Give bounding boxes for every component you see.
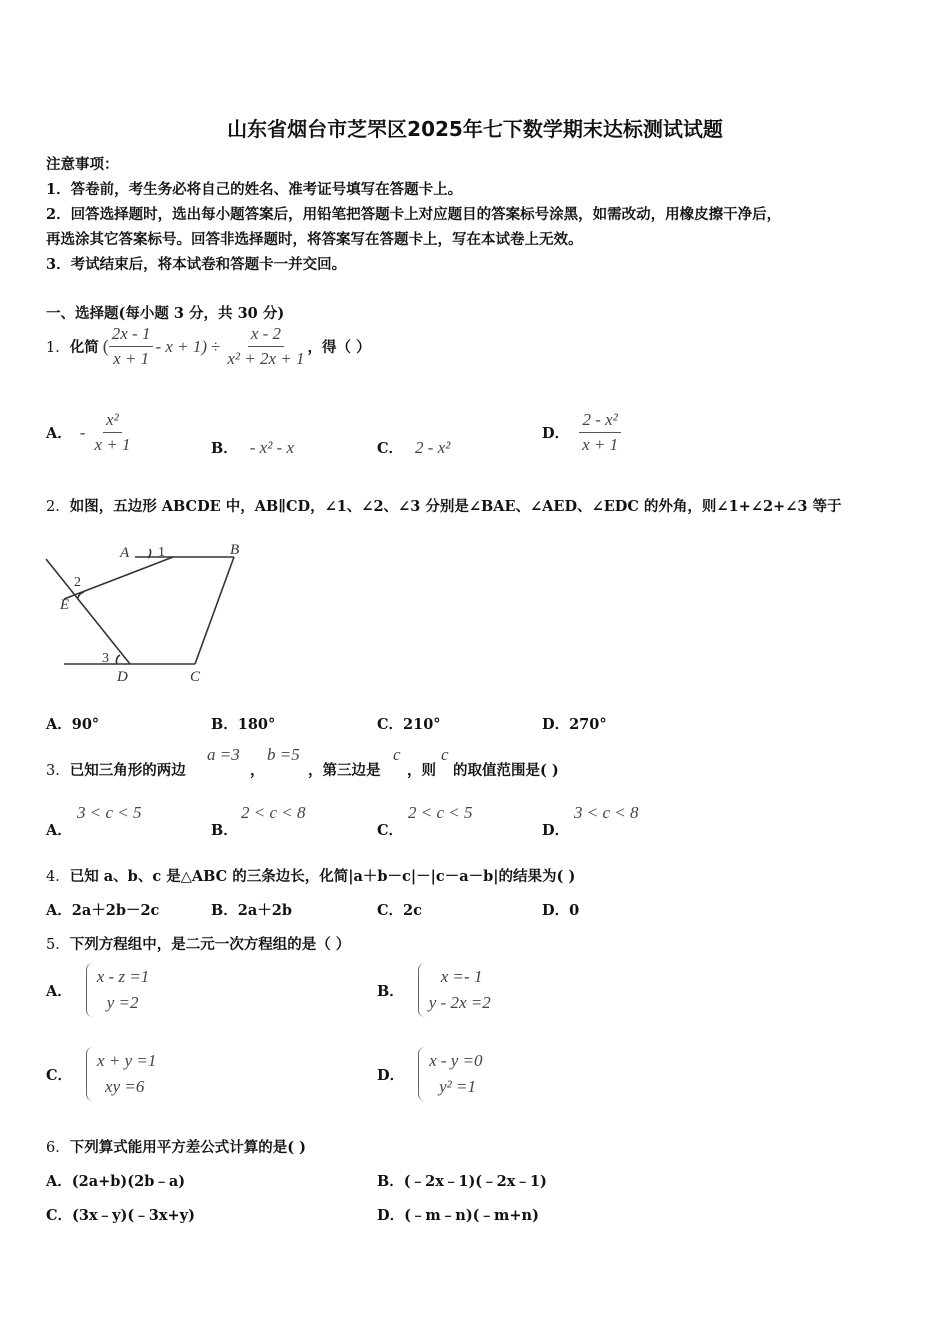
brace-icon	[418, 1047, 425, 1101]
label-angle-3: 3	[102, 651, 109, 666]
q6-option-d[interactable]: D．(﹣m﹣n)(﹣m+n)	[377, 1207, 539, 1224]
q1-option-a-sign: -	[79, 422, 86, 442]
question-1	[46, 324, 371, 369]
q3-option-b-value: 2 < c < 8	[241, 803, 306, 822]
label-a: A	[120, 545, 130, 561]
q1-option-b[interactable]	[211, 437, 294, 458]
q5-b-eq2: y - 2x =2	[428, 993, 491, 1012]
q1-f2-num: x - 2	[248, 324, 284, 347]
section-heading: 一、选择题(每小题 3 分，共 30 分)	[46, 305, 285, 322]
q3-option-c-value: 2 < c < 5	[408, 803, 473, 822]
q5-option-a[interactable]	[46, 963, 149, 1017]
q5-number: 5．	[46, 937, 70, 953]
q5-a-eq2: y =2	[106, 993, 139, 1012]
q1-option-c-value: 2 - x²	[415, 437, 451, 457]
notice-line-1: 1．答卷前，考生务必将自己的姓名、准考证号填写在答题卡上。	[46, 181, 463, 198]
q1-f1-den: x + 1	[113, 349, 150, 368]
q6-option-a[interactable]: A．(2a+b)(2b﹣a)	[46, 1173, 186, 1190]
q5-option-c[interactable]	[46, 1047, 156, 1101]
q5-d-eq1: x - y =0	[429, 1051, 483, 1070]
q5-a-eq1: x - z =1	[96, 967, 150, 986]
q5-option-c-system	[86, 1047, 156, 1101]
brace-icon	[86, 963, 93, 1017]
page-title: 山东省烟台市芝罘区2025年七下数学期末达标测试试题	[227, 117, 723, 141]
q5-option-b[interactable]	[377, 963, 491, 1017]
q1-a-num: x²	[103, 410, 122, 433]
q4-text: 已知 a、b、c 是△ABC 的三条边长，化简|a＋b－c|－|c－a－b|的结果为( )	[69, 868, 576, 885]
q1-prefix: 化简	[69, 339, 99, 356]
q1-f1-num: 2x - 1	[109, 324, 154, 347]
brace-icon	[418, 963, 425, 1017]
q5-option-d-system	[418, 1047, 482, 1101]
q5-text: 下列方程组中，是二元一次方程组的是（ ）	[69, 936, 351, 953]
q2-option-d[interactable]: D．270°	[542, 716, 607, 733]
q5-option-b-system	[418, 963, 491, 1017]
q4-option-a[interactable]: A．2a＋2b－2c	[46, 902, 160, 919]
q5-c-eq2: xy =6	[105, 1077, 145, 1096]
q5-c-eq1: x + y =1	[97, 1051, 157, 1070]
notice-heading: 注意事项：	[46, 156, 119, 173]
label-e: E	[60, 597, 70, 613]
q1-option-a-label: A．	[46, 425, 72, 442]
q3-suffix: 的取值范围是( )	[453, 762, 559, 779]
q1-open-paren: (	[102, 336, 109, 356]
q6-number: 6．	[46, 1140, 70, 1156]
q1-number: 1．	[46, 340, 70, 356]
q1-d-num: 2 - x²	[579, 410, 620, 433]
q1-option-c[interactable]	[377, 437, 450, 458]
brace-icon	[86, 1047, 93, 1101]
question-4	[46, 865, 575, 886]
q5-option-b-label: B．	[377, 982, 404, 1000]
q5-option-d[interactable]	[377, 1047, 483, 1101]
q4-option-d[interactable]: D．0	[542, 902, 580, 919]
q2-number: 2．	[46, 499, 70, 515]
q1-divide: ÷	[211, 336, 221, 356]
q2-option-a[interactable]: A．90°	[46, 716, 100, 733]
q6-option-b[interactable]: B．(﹣2x﹣1)(﹣2x﹣1)	[377, 1173, 547, 1190]
q5-option-d-label: D．	[377, 1066, 405, 1084]
q1-f2-den: x² + 2x + 1	[227, 349, 305, 368]
q3-side-a: a =3	[207, 745, 240, 764]
q4-option-c[interactable]: C．2c	[377, 902, 422, 919]
q6-option-c[interactable]: C．(3x﹣y)(﹣3x+y)	[46, 1207, 195, 1224]
q3-prefix: 已知三角形的两边	[69, 762, 186, 779]
q1-suffix: ，得（ ）	[307, 339, 371, 356]
q1-option-b-value: - x² - x	[249, 437, 295, 457]
q5-d-eq2: y² =1	[439, 1077, 476, 1096]
q3-option-a-value: 3 < c < 5	[77, 803, 142, 822]
q3-comma: ，	[250, 762, 265, 779]
arc-angle-3	[116, 655, 120, 664]
q1-option-d[interactable]	[542, 410, 621, 455]
label-angle-2: 2	[74, 575, 81, 590]
label-b: B	[230, 542, 240, 558]
label-angle-1: 1	[158, 545, 165, 560]
q2-text: 如图，五边形 ABCDE 中，AB∥CD，∠1、∠2、∠3 分别是∠BAE、∠AED、∠EDC 的外角，则∠1+∠2+∠3 等于	[69, 498, 842, 515]
line-ed-extended	[46, 559, 130, 664]
q3-option-a-label[interactable]: A．	[46, 822, 72, 839]
notice-line-2: 2．回答选择题时，选出每小题答案后，用铅笔把答题卡上对应题目的答案标号涂黑，如需改动，用橡皮擦干净后，	[46, 206, 782, 223]
q2-option-b[interactable]: B．180°	[211, 716, 276, 733]
q3-side-c: c	[393, 745, 401, 764]
q3-option-c-label[interactable]: C．	[377, 822, 404, 839]
q3-side-b: b =5	[267, 745, 300, 764]
q4-number: 4．	[46, 869, 70, 885]
q1-option-c-label: C．	[377, 440, 404, 457]
q4-option-b[interactable]: B．2a＋2b	[211, 902, 292, 919]
question-3	[46, 759, 186, 780]
q1-fraction-1	[109, 324, 154, 369]
q3-option-d-label[interactable]: D．	[542, 822, 570, 839]
question-2	[46, 495, 842, 516]
q5-option-a-label: A．	[46, 982, 72, 1000]
arc-angle-1	[148, 549, 151, 558]
q5-option-c-label: C．	[46, 1066, 73, 1084]
label-d: D	[117, 669, 128, 685]
q3-mid-2: ，则	[407, 762, 436, 779]
q1-option-a-fraction	[91, 410, 133, 455]
q1-option-d-label: D．	[542, 425, 570, 442]
q3-option-b-label[interactable]: B．	[211, 822, 238, 839]
q1-option-b-label: B．	[211, 440, 238, 457]
question-5	[46, 933, 350, 954]
pentagon-figure	[40, 536, 260, 686]
q1-d-den: x + 1	[582, 435, 619, 454]
q1-a-den: x + 1	[94, 435, 131, 454]
q3-option-d-value: 3 < c < 8	[574, 803, 639, 822]
q2-option-c[interactable]: C．210°	[377, 716, 441, 733]
q1-mid: - x + 1)	[155, 336, 208, 356]
q5-option-a-system	[86, 963, 150, 1017]
q3-number: 3．	[46, 763, 70, 779]
notice-line-2b: 再选涂其它答案标号。回答非选择题时，将答案写在答题卡上，写在本试卷上无效。	[46, 231, 583, 248]
q3-var-c: c	[441, 745, 449, 764]
label-c: C	[190, 669, 201, 685]
q1-fraction-2	[224, 324, 307, 369]
line-bc	[195, 557, 234, 664]
q3-mid: ，第三边是	[308, 762, 381, 779]
q1-option-d-fraction	[579, 410, 621, 455]
q1-option-a[interactable]	[46, 410, 133, 455]
notice-line-3: 3．考试结束后，将本试卷和答题卡一并交回。	[46, 256, 347, 273]
question-6	[46, 1136, 306, 1157]
q6-text: 下列算式能用平方差公式计算的是( )	[69, 1139, 307, 1156]
q5-b-eq1: x =- 1	[440, 967, 483, 986]
